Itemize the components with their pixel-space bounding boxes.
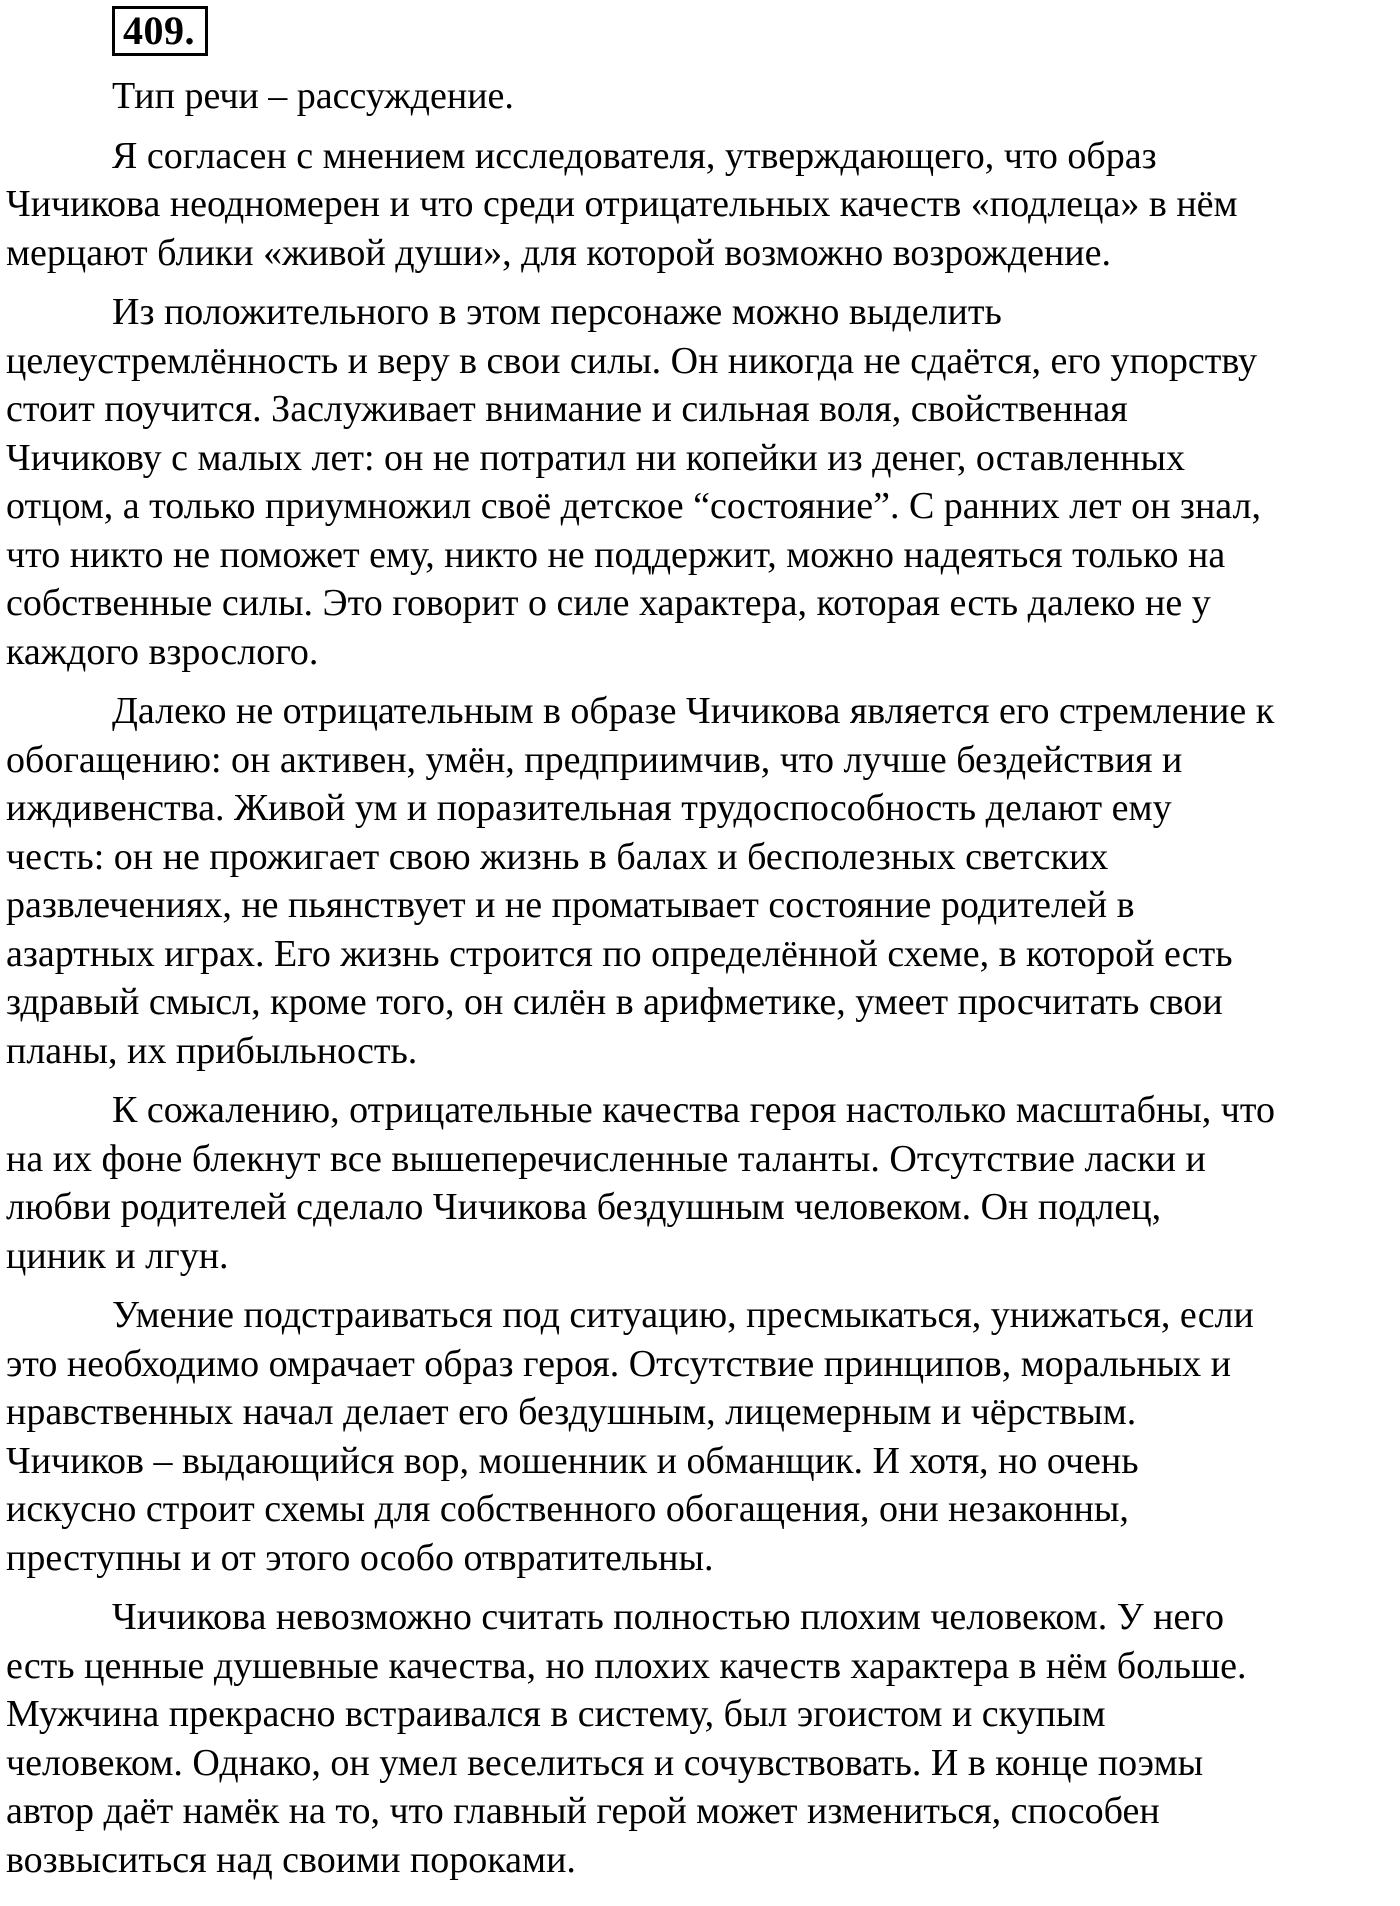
text-line: Я согласен с мнением исследователя, утверждающего, что образ — [112, 134, 1157, 177]
text-line: Из положительного в этом персонаже можно выделить — [112, 291, 1002, 333]
paragraph-4 — [6, 1086, 1390, 1280]
text-line: на их фоне блекнут все вышеперечисленные таланты. Отсутствие ласки и — [6, 1137, 1206, 1180]
paragraph-2 — [6, 288, 1390, 676]
text-line: нравственных начал делает его бездушным, лицемерным и чёрствым. — [6, 1391, 1137, 1433]
text-line: отцом, а только приумножил своё детское “состояние”. С ранних лет он знал, — [6, 485, 1261, 527]
text-line: преступны и от этого особо отвратительны. — [6, 1536, 714, 1579]
text-line: иждивенства. Живой ум и поразительная трудоспособность делают ему — [6, 787, 1172, 829]
text-line: Умение подстраиваться под ситуацию, пресмыкаться, унижаться, если — [112, 1294, 1254, 1336]
paragraph-1 — [6, 132, 1390, 278]
essay-text — [6, 72, 1390, 1895]
text-line: здравый смысл, кроме того, он силён в арифметике, умеет просчитать свои — [6, 981, 1223, 1023]
text-line: что никто не поможет ему, никто не поддержит, можно надеяться только на — [6, 533, 1226, 576]
text-line: честь: он не прожигает свою жизнь в балах и бесполезных светских — [6, 835, 1109, 878]
text-line: это необходимо омрачает образ героя. Отсутствие принципов, моральных и — [6, 1342, 1231, 1385]
text-line: планы, их прибыльность. — [6, 1029, 418, 1072]
text-line: человеком. Однако, он умел веселиться и сочувствовать. И в конце поэмы — [6, 1741, 1204, 1784]
text-line: Чичикову с малых лет: он не потратил ни копейки из денег, оставленных — [6, 436, 1186, 479]
text-line: Мужчина прекрасно встраивался в систему, был эгоистом и скупым — [6, 1693, 1106, 1735]
text-line: любви родителей сделало Чичикова бездушным человеком. Он подлец, — [6, 1186, 1162, 1228]
text-line: К сожалению, отрицательные качества героя настолько масштабны, что — [112, 1089, 1276, 1131]
paragraph-5 — [6, 1291, 1390, 1582]
text-line: целеустремлённость и веру в свои силы. Он никогда не сдаётся, его упорству — [6, 339, 1258, 382]
text-line: Чичиков – выдающийся вор, мошенник и обманщик. И хотя, но очень — [6, 1439, 1139, 1482]
text-line: Чичикова невозможно считать полностью плохим человеком. У него — [112, 1596, 1224, 1638]
text-line: мерцают блики «живой души», для которой возможно возрождение. — [6, 231, 1111, 274]
text-line: автор даёт намёк на то, что главный герой может измениться, способен — [6, 1790, 1160, 1832]
task-number-box: 409. — [112, 6, 208, 56]
text-line: искусно строит схемы для собственного обогащения, они незаконны, — [6, 1488, 1129, 1530]
text-line: циник и лгун. — [6, 1234, 229, 1277]
speech-type-line — [6, 72, 1390, 121]
text-line: каждого взрослого. — [6, 630, 319, 673]
text-line: азартных играх. Его жизнь строится по определённой схеме, в которой есть — [6, 932, 1233, 975]
text-line: собственные силы. Это говорит о силе характера, которая есть далеко не у — [6, 582, 1211, 624]
text-line: есть ценные душевные качества, но плохих качеств характера в нём больше. — [6, 1644, 1247, 1687]
paragraph-6 — [6, 1593, 1390, 1884]
text-line: обогащению: он активен, умён, предприимчив, что лучше бездействия и — [6, 738, 1183, 781]
paragraph-3 — [6, 687, 1390, 1075]
text-line: возвыситься над своими пороками. — [6, 1838, 576, 1881]
text-line: Тип речи – рассуждение. — [112, 75, 514, 117]
essay-paragraphs — [6, 132, 1390, 1885]
text-line: Далеко не отрицательным в образе Чичикова является его стремление к — [112, 690, 1275, 732]
text-line: развлечениях, не пьянствует и не проматывает состояние родителей в — [6, 884, 1135, 926]
text-line: Чичикова неодномерен и что среди отрицательных качеств «подлеца» в нём — [6, 183, 1238, 225]
text-line: стоит поучится. Заслуживает внимание и сильная воля, свойственная — [6, 388, 1128, 430]
